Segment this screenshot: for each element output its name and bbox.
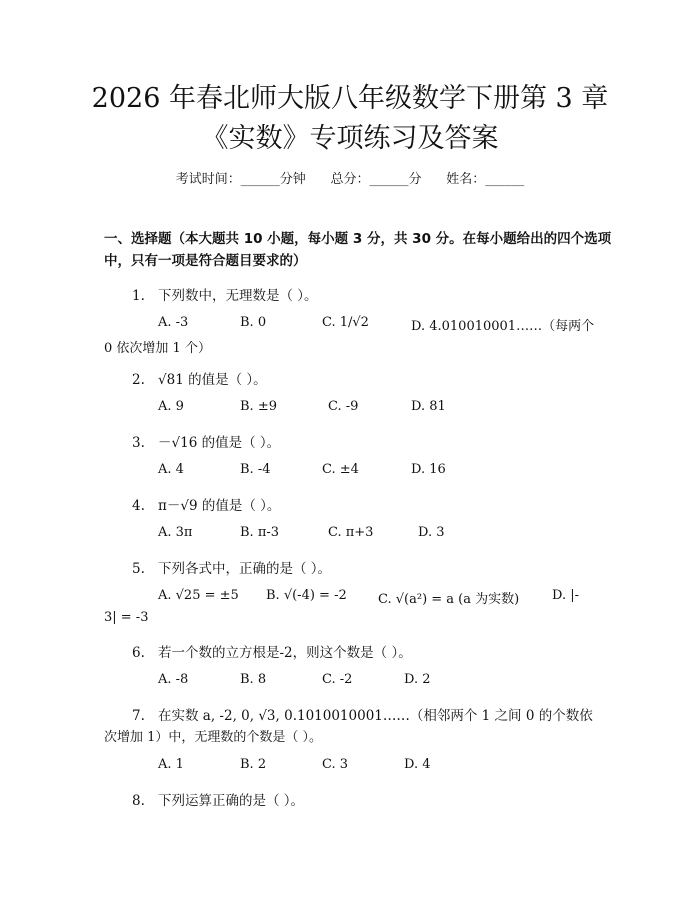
option-a: A. 3π [158,525,193,540]
option-c: C. π+3 [328,525,374,540]
option-c: C. 3 [322,757,349,772]
question-4 [132,494,280,514]
question-number: 2. [132,372,145,388]
question-text: √81 的值是（ ）。 [158,372,267,388]
option-a: A. √25 = ±5 [158,588,239,603]
question-text: 下列数中，无理数是（ ）。 [158,288,318,304]
question-text: 在实数 a, -2, 0, √3, 0.1010010001……（相邻两个 1 之间 0 的个数依 [158,708,593,724]
option-d: D. 81 [411,399,446,414]
option-b: B. 0 [240,315,267,330]
option-c: C. √(a²) = a (a 为实数) [378,592,520,607]
question-number: 6. [132,645,145,661]
option-c: C. 1/√2 [322,315,369,330]
question-wrap: 次增加 1）中，无理数的个数是（ ）。 [104,730,323,745]
doc-title-line1: 2026 年春北师大版八年级数学下册第 3 章 [91,83,609,114]
question-number: 3. [132,435,145,451]
option-a: A. 1 [158,757,184,772]
option-b: B. π-3 [240,525,280,540]
question-number: 4. [132,498,145,514]
option-a: A. -3 [158,315,189,330]
question-3 [132,431,280,451]
option-a: A. 4 [158,462,184,477]
question-number: 7. [132,708,145,724]
option-a: A. -8 [158,672,189,687]
option-b: B. 2 [240,757,267,772]
option-b: B. -4 [240,462,271,477]
option-c: C. -2 [322,672,353,687]
question-text: 下列各式中，正确的是（ ）。 [158,561,332,577]
option-d: D. 4.010010001……（每两个 [411,319,595,334]
option-b: B. 8 [240,672,267,687]
question-1 [132,284,318,304]
question-number: 5. [132,561,145,577]
option-wrap: 0 依次增加 1 个） [104,341,211,356]
option-c: C. -9 [328,399,359,414]
section-heading: 一、选择题（本大题共 10 小题，每小题 3 分，共 30 分。在每小题给出的四个选项中，只有一项是符合题目要求的） [104,231,612,269]
option-d: D. 16 [411,462,446,477]
exam-meta: 考试时间：______分钟 总分：______分 姓名：______ [175,172,525,187]
option-d: D. 2 [404,672,431,687]
option-a: A. 9 [158,399,184,414]
option-d: D. 3 [418,525,445,540]
option-b: B. √(-4) = -2 [266,588,347,603]
option-c: C. ±4 [322,462,359,477]
question-text: 若一个数的立方根是-2，则这个数是（ ）。 [158,645,412,661]
option-d: D. |- [552,588,579,603]
question-number: 8. [132,793,145,809]
question-8 [132,789,304,809]
question-2 [132,368,267,388]
option-b: B. ±9 [240,399,277,414]
question-text: －√16 的值是（ ）。 [158,435,281,451]
option-d: D. 4 [404,757,431,772]
question-text: 下列运算正确的是（ ）。 [158,793,305,809]
option-wrap: 3| = -3 [104,610,149,625]
question-text: π－√9 的值是（ ）。 [158,498,281,514]
question-7 [132,704,593,724]
doc-title-line2: 《实数》专项练习及答案 [201,123,499,154]
question-6 [132,641,412,661]
question-number: 1. [132,288,145,304]
question-5 [132,557,331,577]
